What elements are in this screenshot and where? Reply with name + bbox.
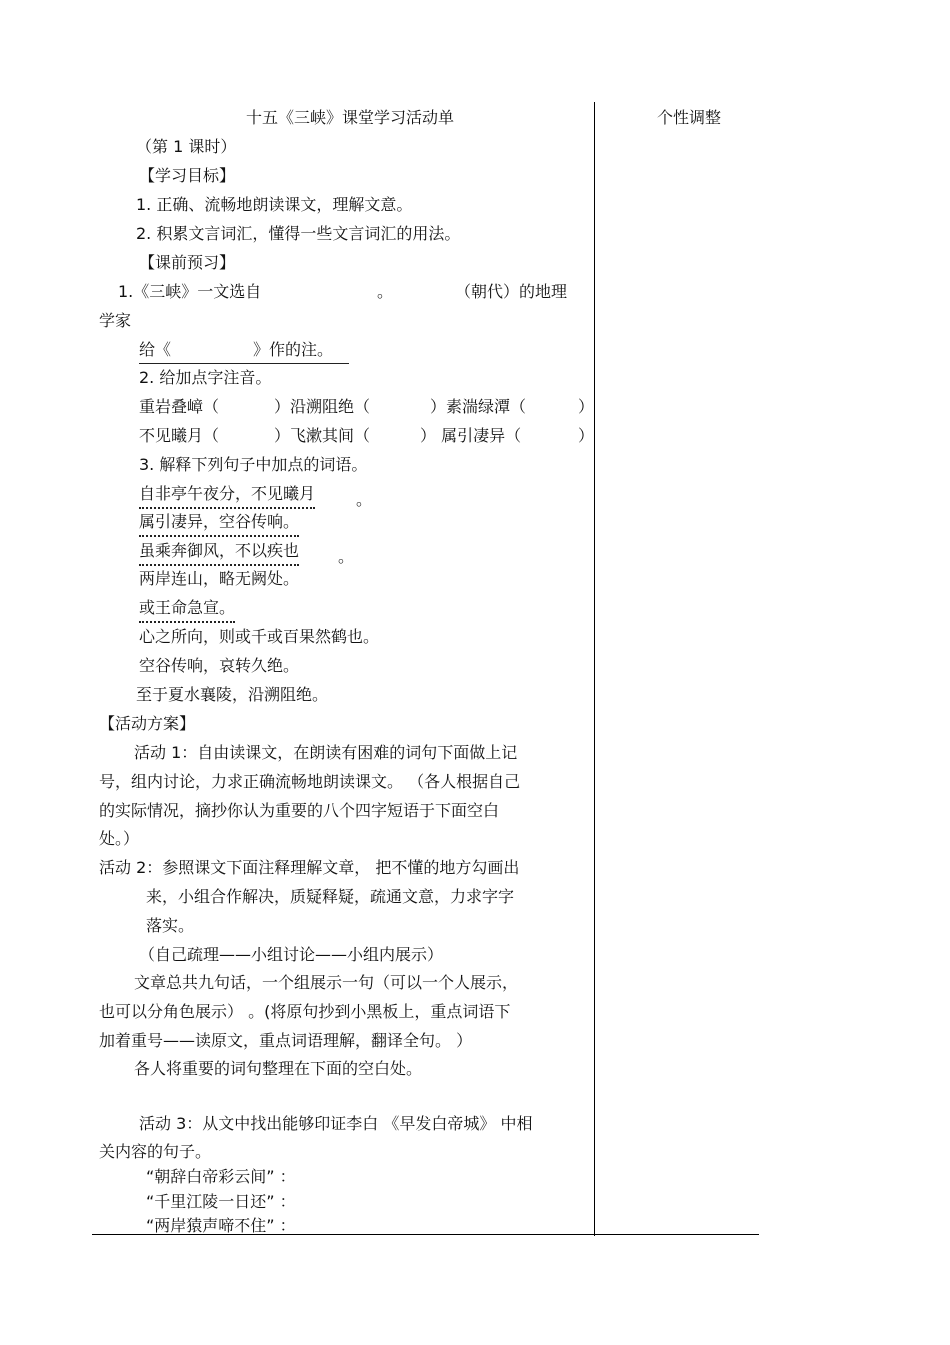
activity-2-line: 落实。 bbox=[146, 916, 195, 935]
preview-q1-annotation-end: 》作的注。 bbox=[253, 340, 334, 359]
activity-2-line: （自己疏理——小组讨论——小组内展示） bbox=[139, 945, 444, 964]
sentence-dotted: 虽乘奔御风，不以疾也 bbox=[139, 541, 299, 566]
sentence: 心之所向，则或千或百果然鹤也。 bbox=[139, 627, 380, 646]
sentence-period: 。 bbox=[338, 547, 355, 566]
pinyin-item: ）飞漱其间（ bbox=[274, 426, 371, 445]
activity-3-quote: “两岸猿声啼不住” ： bbox=[146, 1216, 296, 1235]
activities-header: 【活动方案】 bbox=[99, 714, 196, 733]
sentence: 空谷传响，哀转久绝。 bbox=[139, 656, 300, 675]
activity-2-line: 活动 2：参照课文下面注释理解文章， 把不懂的地方勾画出 bbox=[99, 858, 520, 877]
preview-q1-period: 。 bbox=[377, 282, 394, 301]
sentence-dotted: 或王命急宣。 bbox=[139, 598, 235, 623]
pinyin-item: 不见曦月（ bbox=[139, 426, 220, 445]
side-column-header: 个性调整 bbox=[657, 108, 722, 127]
pinyin-item: ）沿溯阻绝（ bbox=[274, 397, 371, 416]
goal-item: 2. 积累文言词汇，懂得一些文言词汇的用法。 bbox=[136, 224, 461, 243]
activity-1-line: 号，组内讨论，力求正确流畅地朗读课文。 （各人根据自己 bbox=[99, 772, 521, 791]
preview-header: 【课前预习】 bbox=[139, 253, 236, 272]
activity-3-line: 活动 3：从文中找出能够印证李白 《早发白帝城》 中相 bbox=[139, 1114, 533, 1133]
sentence: 至于夏水襄陵，沿溯阻绝。 bbox=[136, 685, 329, 704]
preview-q2: 2. 给加点字注音。 bbox=[139, 368, 272, 387]
activity-2-line: 文章总共九句话，一个组展示一句（可以一个人展示， bbox=[134, 973, 519, 992]
pinyin-close: ） bbox=[578, 397, 595, 416]
pinyin-item: ）素湍绿潭（ bbox=[430, 397, 527, 416]
activity-3-line: 关内容的句子。 bbox=[99, 1142, 212, 1161]
column-divider bbox=[594, 102, 595, 1236]
pinyin-item: 重岩叠嶂（ bbox=[139, 397, 220, 416]
activity-2-line: 各人将重要的词句整理在下面的空白处。 bbox=[134, 1059, 423, 1078]
sentence-period: 。 bbox=[356, 490, 373, 509]
pinyin-close: ） bbox=[578, 426, 595, 445]
period-label: （第 1 课时） bbox=[136, 137, 237, 156]
preview-q1-annotation-start: 给《 bbox=[139, 340, 172, 359]
page-title: 十五《三峡》课堂学习活动单 bbox=[246, 108, 455, 127]
activity-3-quote: “朝辞白帝彩云间” ： bbox=[146, 1167, 296, 1186]
activity-3-quote: “千里江陵一日还” ： bbox=[146, 1192, 296, 1211]
sentence: 两岸连山，略无阙处。 bbox=[139, 569, 300, 588]
preview-q1-text: 1.《三峡》一文选自 bbox=[118, 282, 262, 301]
pinyin-item: ） 属引凄异（ bbox=[420, 426, 522, 445]
preview-q1-annotation-line bbox=[139, 339, 349, 364]
activity-2-line: 加着重号——读原文，重点词语理解，翻译全句。 ） bbox=[99, 1031, 473, 1050]
sentence-dotted: 属引凄异，空谷传响。 bbox=[139, 512, 299, 537]
goals-header: 【学习目标】 bbox=[139, 166, 236, 185]
activity-2-line: 也可以分角色展示） 。(将原句抄到小黑板上，重点词语下 bbox=[99, 1002, 511, 1021]
preview-q3: 3. 解释下列句子中加点的词语。 bbox=[139, 455, 368, 474]
preview-q1-dynasty: （朝代）的地理 bbox=[455, 282, 568, 301]
goal-item: 1. 正确、流畅地朗读课文，理解文意。 bbox=[136, 195, 413, 214]
activity-1-line: 处。） bbox=[99, 829, 140, 848]
activity-2-line: 来，小组合作解决，质疑释疑，疏通文意，力求字字 bbox=[146, 887, 515, 906]
preview-q1-scholar: 学家 bbox=[99, 311, 132, 330]
activity-1-line: 的实际情况，摘抄你认为重要的八个四字短语于下面空白 bbox=[99, 801, 500, 820]
activity-1-line: 活动 1：自由读课文，在朗读有困难的词句下面做上记 bbox=[134, 743, 518, 762]
sentence-dotted: 自非亭午夜分，不见曦月 bbox=[139, 484, 315, 509]
